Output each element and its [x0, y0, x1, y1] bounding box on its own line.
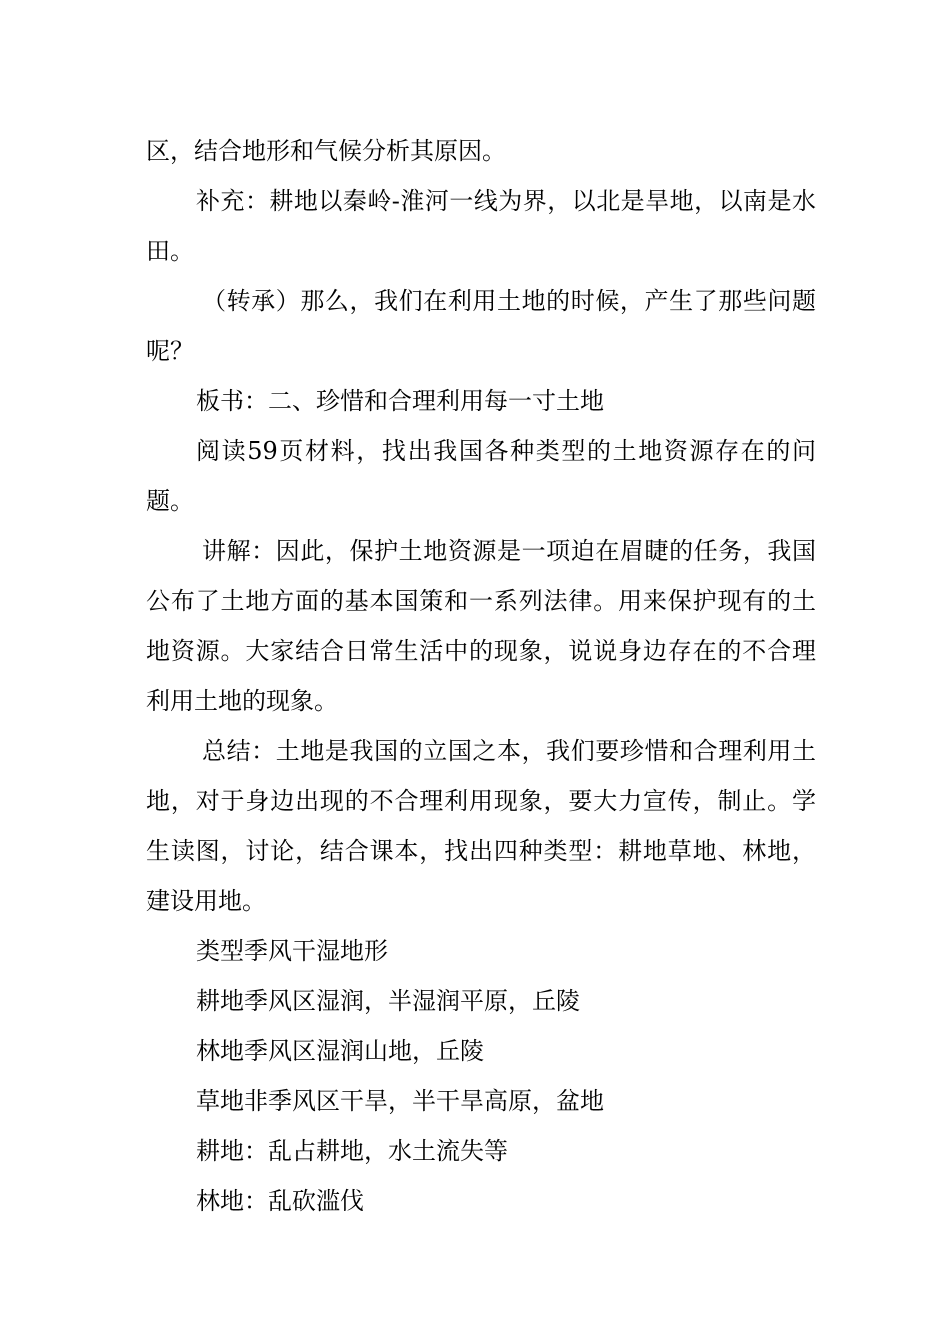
paragraph-type-forest: 林地季风区湿润山地，丘陵 [196, 1037, 484, 1065]
paragraph-farmland-problem: 耕地：乱占耕地，水土流失等 [196, 1137, 508, 1165]
paragraph-reading-task: 阅读59页材料，找出我国各种类型的土地资源存在的问题。 [146, 437, 816, 515]
document-body [146, 126, 816, 1226]
paragraph-type-header: 类型季风干湿地形 [196, 937, 388, 965]
paragraph-forest-problem: 林地：乱砍滥伐 [196, 1187, 364, 1215]
paragraph-board-heading: 板书：二、珍惜和合理利用每一寸土地 [196, 387, 604, 415]
paragraph-cause-analysis: 区，结合地形和气候分析其原因。 [146, 137, 506, 165]
paragraph-summary: 总结：土地是我国的立国之本，我们要珍惜和合理利用土地，对于身边出现的不合理利用现象，要大力宣传，制止。学生读图，讨论，结合课本，找出四种类型：耕地草地、林地，建设用地。 [146, 737, 816, 915]
paragraph-type-farmland: 耕地季风区湿润，半湿润平原，丘陵 [196, 987, 580, 1015]
paragraph-type-grassland: 草地非季风区干旱，半干旱高原，盆地 [196, 1087, 604, 1115]
paragraph-supplement: 补充：耕地以秦岭-淮河一线为界，以北是旱地，以南是水田。 [146, 187, 816, 265]
paragraph-transition: （转承）那么，我们在利用土地的时候，产生了那些问题呢？ [146, 287, 816, 365]
paragraph-explanation: 讲解：因此，保护土地资源是一项迫在眉睫的任务，我国公布了土地方面的基本国策和一系列法律。用来保护现有的土地资源。大家结合日常生活中的现象，说说身边存在的不合理利用土地的现象。 [146, 537, 816, 715]
